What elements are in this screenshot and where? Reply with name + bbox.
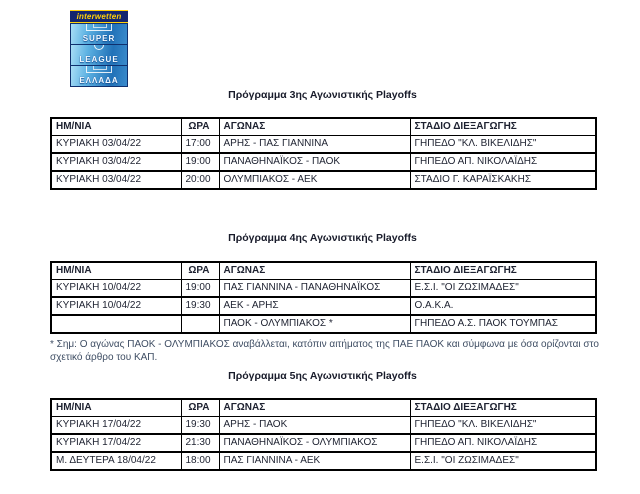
col-header-match: ΑΓΩΝΑΣ [219, 262, 410, 280]
pitch-center-circle-icon [94, 45, 104, 50]
section-title-matchday-4: Πρόγραμμα 4ης Αγωνιστικής Playoffs [228, 232, 417, 244]
logo-word-ellada: ΕΛΛΑΔΑ [79, 76, 119, 85]
cell-date: ΚΥΡΙΑΚΗ 03/04/22 [51, 171, 181, 189]
pitch-goalbox-icon [86, 66, 112, 73]
cell-time: 19:00 [181, 153, 219, 171]
cell-match: ΑΡΗΣ - ΠΑΟΚ [219, 417, 410, 435]
cell-time: 19:30 [181, 297, 219, 315]
cell-time: 17:00 [181, 136, 219, 154]
cell-venue: Ε.Σ.Ι. "ΟΙ ΖΩΣΙΜΑΔΕΣ" [410, 452, 596, 470]
schedule-table-matchday-3 [50, 117, 597, 190]
col-header-match: ΑΓΩΝΑΣ [219, 118, 410, 136]
col-header-date: ΗΜ/ΝΙΑ [51, 399, 181, 417]
pitch-goalbox-icon [86, 24, 112, 31]
col-header-date: ΗΜ/ΝΙΑ [51, 262, 181, 280]
col-header-time: ΩΡΑ [181, 399, 219, 417]
cell-date: ΚΥΡΙΑΚΗ 17/04/22 [51, 434, 181, 452]
cell-venue: ΓΗΠΕΔΟ "ΚΛ. ΒΙΚΕΛΙΔΗΣ" [410, 417, 596, 435]
col-header-venue: ΣΤΑΔΙΟ ΔΙΕΞΑΓΩΓΗΣ [410, 118, 596, 136]
cell-match: ΑΕΚ - ΑΡΗΣ [219, 297, 410, 315]
cell-venue: ΓΗΠΕΔΟ Α.Σ. ΠΑΟΚ ΤΟΥΜΠΑΣ [410, 315, 596, 333]
superleague-logo [70, 10, 128, 87]
section-title-matchday-5: Πρόγραμμα 5ης Αγωνιστικής Playoffs [228, 370, 417, 382]
table-header-row [51, 262, 596, 280]
cell-date [51, 315, 181, 333]
interwetten-wordmark: interwetten [70, 10, 128, 23]
cell-date: ΚΥΡΙΑΚΗ 10/04/22 [51, 297, 181, 315]
cell-match: ΠΑΟΚ - ΟΛΥΜΠΙΑΚΟΣ * [219, 315, 410, 333]
cell-date: ΚΥΡΙΑΚΗ 10/04/22 [51, 280, 181, 298]
cell-venue: Ε.Σ.Ι. "ΟΙ ΖΩΣΙΜΑΔΕΣ" [410, 280, 596, 298]
col-header-time: ΩΡΑ [181, 262, 219, 280]
section-title-matchday-3: Πρόγραμμα 3ης Αγωνιστικής Playoffs [228, 89, 417, 101]
cell-match: ΠΑΝΑΘΗΝΑΪΚΟΣ - ΠΑΟΚ [219, 153, 410, 171]
table-row [51, 171, 596, 189]
table-row [51, 417, 596, 435]
cell-match: ΠΑΣ ΓΙΑΝΝΙΝΑ - ΠΑΝΑΘΗΝΑΪΚΟΣ [219, 280, 410, 298]
col-header-match: ΑΓΩΝΑΣ [219, 399, 410, 417]
table-row [51, 434, 596, 452]
cell-time: 19:30 [181, 417, 219, 435]
col-header-time: ΩΡΑ [181, 118, 219, 136]
cell-match: ΠΑΣ ΓΙΑΝΝΙΝΑ - ΑΕΚ [219, 452, 410, 470]
cell-time: 21:30 [181, 434, 219, 452]
table-row [51, 297, 596, 315]
logo-word-super: SUPER [82, 34, 116, 43]
cell-match: ΟΛΥΜΠΙΑΚΟΣ - ΑΕΚ [219, 171, 410, 189]
table-row [51, 280, 596, 298]
col-header-venue: ΣΤΑΔΙΟ ΔΙΕΞΑΓΩΓΗΣ [410, 399, 596, 417]
cell-venue: ΓΗΠΕΔΟ ΑΠ. ΝΙΚΟΛΑΪΔΗΣ [410, 434, 596, 452]
table-row [51, 153, 596, 171]
cell-time: 20:00 [181, 171, 219, 189]
cell-venue: Ο.Α.Κ.Α. [410, 297, 596, 315]
logo-band-league [71, 45, 127, 65]
cell-date: ΚΥΡΙΑΚΗ 03/04/22 [51, 136, 181, 154]
table-header-row [51, 399, 596, 417]
schedule-table-matchday-4 [50, 261, 597, 334]
cell-date: ΚΥΡΙΑΚΗ 03/04/22 [51, 153, 181, 171]
cell-date: Μ. ΔΕΥΤΕΡΑ 18/04/22 [51, 452, 181, 470]
schedule-table-matchday-5 [50, 398, 597, 471]
col-header-venue: ΣΤΑΔΙΟ ΔΙΕΞΑΓΩΓΗΣ [410, 262, 596, 280]
cell-date: ΚΥΡΙΑΚΗ 17/04/22 [51, 417, 181, 435]
cell-time: 19:00 [181, 280, 219, 298]
logo-band-super [71, 24, 127, 44]
cell-match: ΠΑΝΑΘΗΝΑΪΚΟΣ - ΟΛΥΜΠΙΑΚΟΣ [219, 434, 410, 452]
table-header-row [51, 118, 596, 136]
cell-time [181, 315, 219, 333]
cell-venue: ΣΤΑΔΙΟ Γ. ΚΑΡΑΪΣΚΑΚΗΣ [410, 171, 596, 189]
cell-venue: ΓΗΠΕΔΟ ΑΠ. ΝΙΚΟΛΑΪΔΗΣ [410, 153, 596, 171]
logo-pitch [70, 23, 128, 87]
cell-venue: ΓΗΠΕΔΟ "ΚΛ. ΒΙΚΕΛΙΔΗΣ" [410, 136, 596, 154]
col-header-date: ΗΜ/ΝΙΑ [51, 118, 181, 136]
cell-time: 18:00 [181, 452, 219, 470]
table-row [51, 452, 596, 470]
table-row [51, 136, 596, 154]
cell-match: ΑΡΗΣ - ΠΑΣ ΓΙΑΝΝΙΝΑ [219, 136, 410, 154]
postponement-note: * Σημ: Ο αγώνας ΠΑΟΚ - ΟΛΥΜΠΙΑΚΟΣ αναβάλλεται, κατόπιν αιτήματος της ΠΑΕ ΠΑΟΚ και σύμφωνα με όσα ορίζονται στο σχετικό άρθρο του ΚΑΠ. [50, 339, 599, 363]
logo-word-league: LEAGUE [79, 55, 119, 64]
logo-band-ellada [71, 66, 127, 86]
table-row [51, 315, 596, 333]
